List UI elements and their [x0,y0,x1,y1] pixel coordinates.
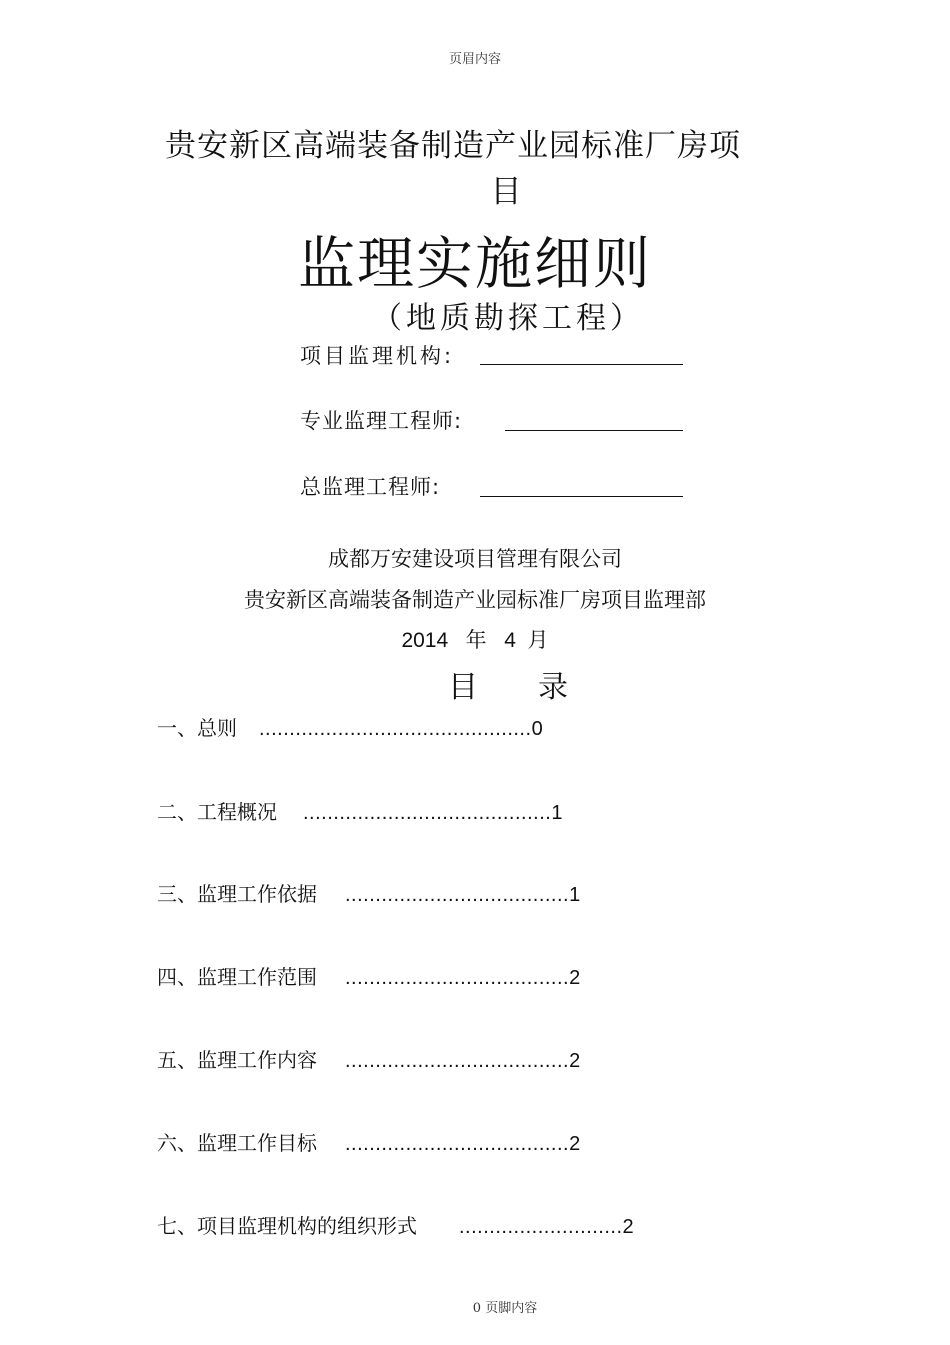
document-sub-title: （地质勘探工程） [372,301,644,336]
department-name: 贵安新区高端装备制造产业园标准厂房项目监理部 [244,588,706,612]
toc-item[interactable] [157,878,580,907]
toc-item-page: 2 [569,1133,581,1155]
toc-item[interactable] [157,1210,634,1239]
toc-item-label: 二、工程概况 [157,800,277,824]
signature-label-professional-engineer: 专业监理工程师: [300,409,463,433]
toc-title-char-2: 录 [538,670,568,705]
date-month-unit: 月 [527,628,549,652]
toc-item[interactable] [157,1044,580,1073]
toc-item[interactable] [157,712,543,741]
toc-title-char-1: 目 [448,670,478,705]
project-title-line-1: 贵安新区高端装备制造产业园标准厂房项 [165,128,741,164]
date-month: 4 [504,629,516,652]
signature-line-chief-engineer[interactable] [480,496,683,497]
date-year: 2014 [401,629,449,652]
toc-item-label: 七、项目监理机构的组织形式 [157,1214,417,1238]
toc-item[interactable] [157,961,580,990]
toc-item-leader-dots: ..................................... [345,884,570,906]
toc-item[interactable] [157,796,562,825]
toc-item-leader-dots: ..................................... [345,1050,570,1072]
toc-item-page: 2 [569,967,581,989]
project-title-line-2: 目 [490,174,522,210]
toc-item-label: 四、监理工作范围 [157,965,317,989]
toc-item-page: 1 [551,802,563,824]
toc-item-leader-dots: ..................................... [345,1133,570,1155]
toc-item-label: 一、总则 [157,716,237,740]
toc-item-leader-dots: ..................................... [345,967,570,989]
document-date [0,624,950,654]
toc-item-label: 六、监理工作目标 [157,1131,317,1155]
date-year-unit: 年 [465,628,487,652]
toc-item-page: 2 [622,1216,634,1238]
toc-item-leader-dots: ............................................. [259,718,532,740]
toc-item-leader-dots: ........................... [459,1216,623,1238]
page-footer [0,1297,950,1316]
toc-item-label: 五、监理工作内容 [157,1048,317,1072]
toc-item-label: 三、监理工作依据 [157,882,317,906]
toc-title [0,662,950,706]
company-name: 成都万安建设项目管理有限公司 [328,547,622,571]
toc-item-page: 2 [569,1050,581,1072]
footer-text: 页脚内容 [485,1301,538,1316]
signature-label-project-organization: 项目监理机构: [300,344,455,368]
toc-item-leader-dots: ......................................... [303,802,552,824]
signature-label-chief-engineer: 总监理工程师: [300,475,441,499]
page-header: 页眉内容 [448,52,501,67]
toc-item-page: 1 [569,884,581,906]
toc-item[interactable] [157,1127,580,1156]
signature-line-project-organization[interactable] [480,364,683,365]
document-main-title: 监理实施细则 [298,231,652,297]
toc-item-page: 0 [531,718,543,740]
footer-page-number: 0 [472,1301,482,1316]
signature-line-professional-engineer[interactable] [505,430,683,431]
